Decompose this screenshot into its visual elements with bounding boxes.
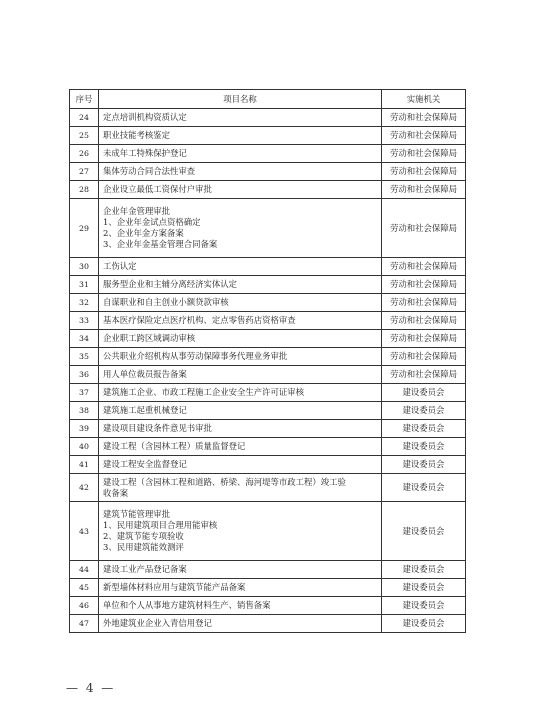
- header-name: 项目名称: [99, 90, 382, 109]
- row-department: 建设委员会: [382, 456, 466, 474]
- item-name-line: 基本医疗保险定点医疗机构、定点零售药店资格审查: [103, 315, 296, 325]
- row-department: 建设委员会: [382, 438, 466, 456]
- table-row: [70, 109, 466, 127]
- item-name-line: 建设工程（含园林工程）质量监督登记: [103, 441, 246, 451]
- row-item-name: [99, 181, 382, 199]
- row-number: 46: [70, 597, 99, 615]
- table-row: [70, 276, 466, 294]
- item-name-line: 建设项目建设条件意见书审批: [103, 423, 212, 433]
- row-number: 47: [70, 615, 99, 633]
- row-number: 30: [70, 258, 99, 276]
- table-header-row: [70, 90, 466, 109]
- row-number: 37: [70, 384, 99, 402]
- item-name-line: 2、建筑节能专项验收: [103, 531, 184, 541]
- row-item-name: [99, 502, 382, 561]
- item-name-line: 用人单位裁员报告备案: [103, 369, 187, 379]
- row-department: 劳动和社会保障局: [382, 294, 466, 312]
- row-department: 劳动和社会保障局: [382, 276, 466, 294]
- item-name-line: 集体劳动合同合法性审查: [103, 166, 196, 176]
- item-name-line: 收备案: [103, 487, 129, 498]
- row-number: 43: [70, 502, 99, 561]
- row-department: 建设委员会: [382, 615, 466, 633]
- table-row: [70, 597, 466, 615]
- header-num: 序号: [70, 90, 99, 109]
- item-name-line: 工伤认定: [103, 261, 137, 271]
- row-number: 32: [70, 294, 99, 312]
- table-row: [70, 294, 466, 312]
- table-body: [70, 109, 466, 633]
- row-number: 42: [70, 474, 99, 502]
- row-number: 35: [70, 348, 99, 366]
- row-item-name: [99, 384, 382, 402]
- row-item-name: [99, 456, 382, 474]
- row-number: 25: [70, 127, 99, 145]
- table-row: [70, 456, 466, 474]
- item-name-line: 建筑施工企业、市政工程施工企业安全生产许可证审核: [103, 387, 304, 397]
- item-name-line: 建设工程（含园林工程和道路、桥梁、海河堤等市政工程）竣工验: [103, 476, 346, 487]
- row-department: 建设委员会: [382, 402, 466, 420]
- header-dept: 实施机关: [382, 90, 466, 109]
- item-name-line: 未成年工特殊保护登记: [103, 148, 187, 158]
- item-name-line: 3、民用建筑能效测评: [103, 542, 184, 552]
- row-department: 劳动和社会保障局: [382, 181, 466, 199]
- item-name-line: 服务型企业和主辅分离经济实体认定: [103, 279, 237, 289]
- row-item-name: [99, 163, 382, 181]
- table-row: [70, 258, 466, 276]
- table-row: [70, 366, 466, 384]
- item-name-line: 定点培训机构资质认定: [103, 112, 187, 122]
- row-number: 39: [70, 420, 99, 438]
- row-item-name: [99, 597, 382, 615]
- item-name-line: 3、企业年金基金管理合同备案: [103, 239, 218, 249]
- item-name-line: 公共职业介绍机构从事劳动保障事务代理业务审批: [103, 351, 288, 361]
- row-item-name: [99, 615, 382, 633]
- table-row: [70, 127, 466, 145]
- row-item-name: [99, 402, 382, 420]
- row-item-name: [99, 199, 382, 258]
- item-name-line: 建设工程安全监督登记: [103, 459, 187, 469]
- row-department: 劳动和社会保障局: [382, 366, 466, 384]
- row-number: 36: [70, 366, 99, 384]
- table-row: [70, 502, 466, 561]
- item-name-line: 企业年金管理审批: [103, 206, 170, 216]
- table-row: [70, 474, 466, 502]
- row-item-name: [99, 348, 382, 366]
- table-row: [70, 163, 466, 181]
- item-name-line: 建设工业产品登记备案: [103, 564, 187, 574]
- item-name-line: 企业职工跨区域调动审核: [103, 333, 196, 343]
- row-item-name: [99, 366, 382, 384]
- item-name-line: 新型墙体材料应用与建筑节能产品备案: [103, 582, 246, 592]
- row-item-name: [99, 109, 382, 127]
- row-department: 劳动和社会保障局: [382, 145, 466, 163]
- row-department: 劳动和社会保障局: [382, 348, 466, 366]
- row-item-name: [99, 420, 382, 438]
- row-number: 38: [70, 402, 99, 420]
- table-row: [70, 420, 466, 438]
- table-row: [70, 579, 466, 597]
- table-row: [70, 348, 466, 366]
- table-row: [70, 312, 466, 330]
- row-department: 建设委员会: [382, 502, 466, 561]
- row-department: 劳动和社会保障局: [382, 312, 466, 330]
- item-name-line: 单位和个人从事地方建筑材料生产、销售备案: [103, 600, 271, 610]
- table-row: [70, 561, 466, 579]
- item-name-line: 2、企业年金方案备案: [103, 228, 184, 238]
- table-row: [70, 615, 466, 633]
- table-row: [70, 330, 466, 348]
- row-number: 31: [70, 276, 99, 294]
- row-number: 27: [70, 163, 99, 181]
- row-department: 建设委员会: [382, 474, 466, 502]
- row-department: 建设委员会: [382, 597, 466, 615]
- row-department: 建设委员会: [382, 384, 466, 402]
- row-department: 劳动和社会保障局: [382, 258, 466, 276]
- row-department: 劳动和社会保障局: [382, 163, 466, 181]
- row-number: 29: [70, 199, 99, 258]
- row-number: 24: [70, 109, 99, 127]
- row-item-name: [99, 330, 382, 348]
- page-number: — 4 —: [66, 681, 116, 695]
- row-department: 劳动和社会保障局: [382, 109, 466, 127]
- item-name-line: 职业技能考核鉴定: [103, 130, 170, 140]
- row-item-name: [99, 474, 382, 502]
- row-number: 28: [70, 181, 99, 199]
- item-name-line: 自谋职业和自主创业小额贷款审核: [103, 297, 229, 307]
- item-name-line: 企业设立最低工资保付户审批: [103, 184, 212, 194]
- row-item-name: [99, 276, 382, 294]
- item-name-line: 建筑施工起重机械登记: [103, 405, 187, 415]
- table-row: [70, 145, 466, 163]
- row-department: 劳动和社会保障局: [382, 199, 466, 258]
- table-row: [70, 438, 466, 456]
- row-number: 33: [70, 312, 99, 330]
- item-name-line: 1、企业年金试点资格确定: [103, 217, 201, 227]
- items-table: [69, 89, 466, 633]
- table-row: [70, 402, 466, 420]
- row-number: 34: [70, 330, 99, 348]
- row-item-name: [99, 294, 382, 312]
- row-number: 41: [70, 456, 99, 474]
- row-item-name: [99, 258, 382, 276]
- row-item-name: [99, 145, 382, 163]
- row-department: 建设委员会: [382, 579, 466, 597]
- item-name-line: 建筑节能管理审批: [103, 509, 170, 519]
- row-department: 建设委员会: [382, 420, 466, 438]
- table-row: [70, 181, 466, 199]
- row-number: 44: [70, 561, 99, 579]
- row-item-name: [99, 438, 382, 456]
- row-item-name: [99, 561, 382, 579]
- item-name-line: 外地建筑业企业入青信用登记: [103, 618, 212, 628]
- row-department: 劳动和社会保障局: [382, 127, 466, 145]
- row-number: 26: [70, 145, 99, 163]
- row-department: 劳动和社会保障局: [382, 330, 466, 348]
- item-name-line: 1、民用建筑项目合理用能审核: [103, 520, 218, 530]
- row-item-name: [99, 127, 382, 145]
- row-department: 建设委员会: [382, 561, 466, 579]
- row-item-name: [99, 579, 382, 597]
- table-row: [70, 199, 466, 258]
- table-row: [70, 384, 466, 402]
- row-item-name: [99, 312, 382, 330]
- row-number: 45: [70, 579, 99, 597]
- row-number: 40: [70, 438, 99, 456]
